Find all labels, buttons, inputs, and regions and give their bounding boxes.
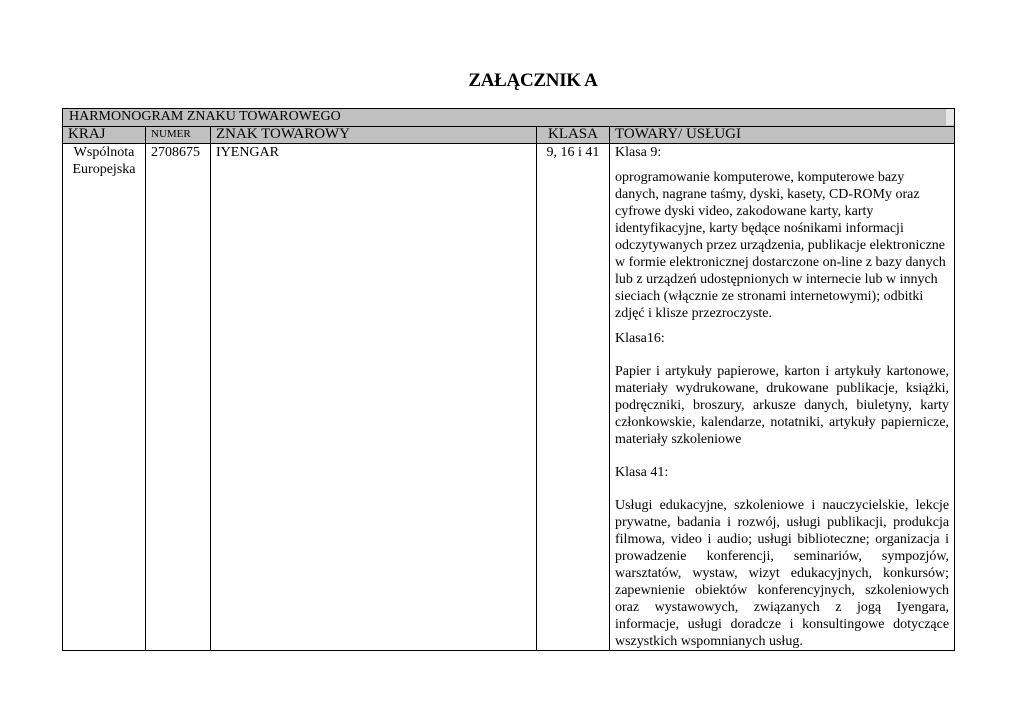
class16-label: Klasa16: [615,331,665,346]
trademark-schedule-table [62,108,955,651]
section-header-cell [63,109,955,127]
column-header-goods: TOWARY/ USŁUGI [610,127,955,144]
class41-text: Usługi edukacyjne, szkoleniowe i nauczycielskie, lekcje prywatne, badania i rozwój, usługi publikacji, produkcja filmowa, video i audio; usługi biblioteczne; organizacja i prowadzenie konferencji, seminariów, sympozjów, warsztatów, wystaw, wizyt edukacyjnych, konkursów; zapewnienie obiektów konferencyjnych, szkoleniowych oraz wystawowych, związanych z jogą Iyengara, informacje, usługi doradcze i konsultingowe dotyczące wszystkich wspomnianych usług. [615,498,950,649]
cell-country: Wspólnota Europejska [63,144,146,651]
cell-goods [610,144,955,651]
class16-text: Papier i artykuły papierowe, karton i artykuły kartonowe, materiały wydrukowane, drukowane publikacje, książki, podręczniki, broszury, arkusze danych, biuletyny, karty członkowskie, kalendarze, notatniki, artykuły papiernicze, materiały szkoleniowe [615,364,950,447]
column-header-number: NUMER [146,127,211,144]
table-row [63,144,955,651]
class9-text: oprogramowanie komputerowe, komputerowe bazy danych, nagrane taśmy, dyski, kasety, CD-ROMy oraz cyfrowe dyski video, zakodowane karty, karty identyfikacyjne, karty będące nośnikami informacji odczytywanych przez urządzenia, publikacje elektroniczne w formie elektronicznej dostarczone on-line z bazy danych lub z urządzeń udostępnionych w internecie lub w innych sieciach (włącznie ze stronami internetowymi); odbitki zdjęć i klisze przezroczyste. [615,170,946,321]
class9-label: Klasa 9: [615,145,662,160]
column-header-country: KRAJ [63,127,146,144]
section-header-row [63,109,955,127]
column-header-class: KLASA [537,127,610,144]
class41-label: Klasa 41: [615,465,669,480]
cell-trademark: IYENGAR [211,144,537,651]
section-header-label: HARMONOGRAM ZNAKU TOWAROWEGO [69,109,954,125]
column-header-row [63,127,955,144]
cell-number: 2708675 [146,144,211,651]
cell-class: 9, 16 i 41 [537,144,610,651]
column-header-trademark: ZNAK TOWAROWY [211,127,537,144]
document-title: ZAŁĄCZNIK A [468,70,598,91]
